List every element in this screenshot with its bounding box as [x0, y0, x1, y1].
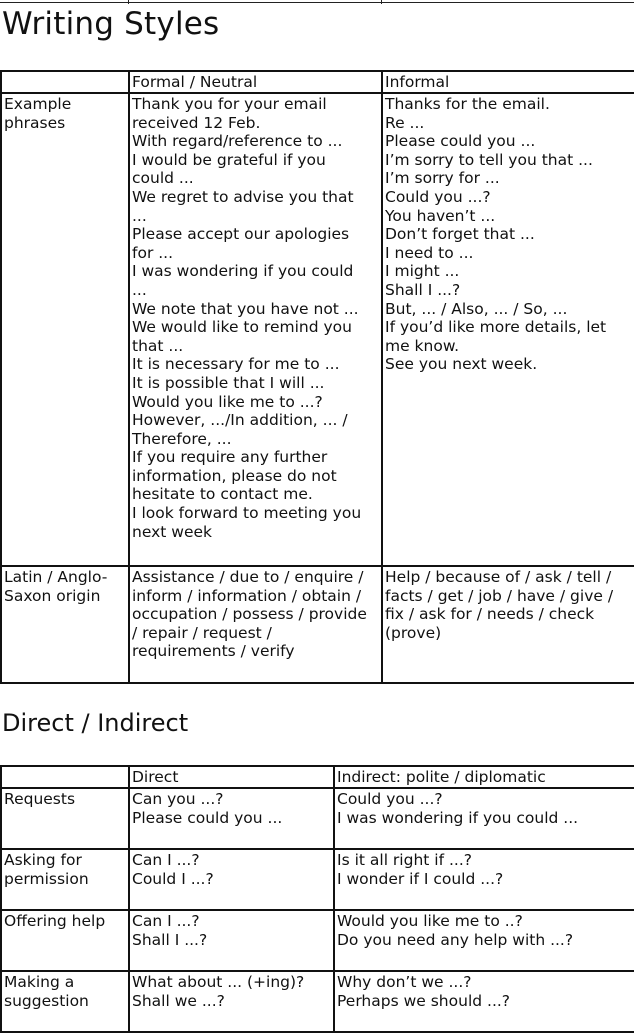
cell-text-line: requirements / verify [132, 642, 295, 661]
cell-text-line: However, .../In addition, ... / [132, 411, 348, 430]
cell-text-line: Please could you ... [132, 808, 283, 827]
direct-indirect-table [0, 765, 634, 1033]
cell-text-line: next week [132, 522, 212, 541]
cell-text-line: hesitate to contact me. [132, 485, 313, 504]
cell-text-line: that ... [132, 336, 184, 355]
table-header-row [1, 71, 634, 93]
table-row [1, 910, 634, 971]
cell-text-line: We would like to remind you [132, 318, 352, 337]
cell-text-line: facts / get / job / have / give / [385, 586, 614, 605]
cell-text-line: Would you like me to ...? [132, 392, 323, 411]
cell-text-line: Can I ...? [132, 851, 200, 869]
cell-text-line: Could you ...? [385, 187, 491, 206]
cell-text-line: me know. [385, 336, 460, 355]
writing-styles-table [0, 70, 634, 684]
cell-text-line: Don’t forget that ... [385, 225, 535, 244]
cell-text-line: Can you ...? [132, 790, 224, 808]
cell-text-line: Shall I ...? [132, 930, 208, 949]
cell-text-line: If you require any further [132, 448, 328, 467]
header-cell-indirect: Indirect: polite / diplomatic [334, 766, 634, 788]
indirect-cell [334, 849, 634, 910]
cell-text-line: I was wondering if you could [132, 262, 354, 281]
cell-text-line: Could you ...? [337, 790, 443, 808]
informal-cell [382, 566, 634, 683]
row-label-cell [1, 788, 129, 849]
cell-text-line: We note that you have not ... [132, 299, 359, 318]
cell-text-line: suggestion [4, 991, 89, 1010]
cell-text-line: Is it all right if ...? [337, 851, 472, 869]
table-row [1, 566, 634, 683]
indirect-cell [334, 788, 634, 849]
header-cell-formal: Formal / Neutral [129, 71, 382, 93]
cell-text-line: Shall we ...? [132, 991, 225, 1010]
cell-text-line: ... [132, 280, 147, 299]
cell-text-line: Please accept our apologies [132, 225, 350, 244]
row-label-cell [1, 971, 129, 1032]
header-cell-empty [1, 71, 129, 93]
table-row [1, 788, 634, 849]
cell-text-line: I’m sorry to tell you that ... [385, 150, 593, 169]
cell-text-line: (prove) [385, 623, 442, 642]
cell-text-line: / repair / request / [132, 623, 272, 642]
section-title: Direct / Indirect [2, 709, 189, 737]
cell-text-line: inform / information / obtain / [132, 586, 362, 605]
page-title: Writing Styles [2, 6, 220, 42]
cell-text-line: I’m sorry for ... [385, 169, 500, 188]
cell-text-line: What about ... (+ing)? [132, 973, 305, 991]
direct-cell [129, 788, 334, 849]
cell-text-line: Re ... [385, 113, 425, 132]
table-row [1, 93, 634, 566]
cell-text-line: Offering help [4, 912, 106, 930]
cell-text-line: Shall I ...? [385, 280, 461, 299]
cell-text-line: We regret to advise you that [132, 187, 354, 206]
cell-text-line: With regard/reference to ... [132, 132, 343, 151]
row-label-cell [1, 849, 129, 910]
cell-text-line: ... [132, 206, 147, 225]
cell-text-line: Asking for [4, 851, 82, 869]
header-cell-informal: Informal [382, 71, 634, 93]
cell-text-line: Example [4, 95, 72, 113]
cell-text-line: for ... [132, 243, 174, 262]
cell-text-line: Please could you ... [385, 132, 536, 151]
cell-text-line: phrases [4, 113, 66, 132]
header-cell-empty [1, 766, 129, 788]
formal-cell [129, 566, 382, 683]
cell-text-line: Can I ...? [132, 912, 200, 930]
cell-text-line: Thank you for your email [132, 95, 327, 113]
cell-text-line: I look forward to meeting you [132, 504, 362, 523]
cell-text-line: I need to ... [385, 243, 474, 262]
header-cell-direct: Direct [129, 766, 334, 788]
cell-text-line: I would be grateful if you [132, 150, 326, 169]
cell-text-line: But, ... / Also, ... / So, ... [385, 299, 568, 318]
cell-text-line: See you next week. [385, 355, 538, 374]
indirect-cell [334, 910, 634, 971]
cell-text-line: Perhaps we should ...? [337, 991, 511, 1010]
cell-text-line: Making a [4, 973, 75, 991]
cell-text-line: Saxon origin [4, 586, 101, 605]
cell-text-line: I wonder if I could ...? [337, 869, 504, 888]
cell-text-line: Assistance / due to / enquire / [132, 568, 364, 586]
cell-text-line: Latin / Anglo- [4, 568, 108, 586]
table-row [1, 971, 634, 1032]
cell-text-line: Could I ...? [132, 869, 214, 888]
cell-text-line: I might ... [385, 262, 460, 281]
cell-text-line: Requests [4, 790, 76, 808]
formal-cell [129, 93, 382, 566]
table-row [1, 849, 634, 910]
cell-text-line: Help / because of / ask / tell / [385, 568, 612, 586]
cell-text-line: Thanks for the email. [385, 95, 550, 113]
row-label-cell [1, 566, 129, 683]
direct-cell [129, 910, 334, 971]
cell-text-line: Why don’t we ...? [337, 973, 472, 991]
cell-text-line: could ... [132, 169, 194, 188]
cell-text-line: Do you need any help with ...? [337, 930, 574, 949]
informal-cell [382, 93, 634, 566]
cell-text-line: You haven’t ... [385, 206, 496, 225]
row-label-cell [1, 910, 129, 971]
indirect-cell [334, 971, 634, 1032]
direct-cell [129, 849, 334, 910]
cell-text-line: received 12 Feb. [132, 113, 261, 132]
table-header-row [1, 766, 634, 788]
top-border-line [0, 2, 634, 3]
cell-text-line: information, please do not [132, 466, 337, 485]
cell-text-line: Would you like me to ..? [337, 912, 523, 930]
cell-text-line: permission [4, 869, 89, 888]
cell-text-line: Therefore, ... [132, 429, 232, 448]
cell-text-line: fix / ask for / needs / check [385, 605, 595, 624]
cell-text-line: It is possible that I will ... [132, 373, 325, 392]
cell-text-line: It is necessary for me to ... [132, 355, 340, 374]
cell-text-line: If you’d like more details, let [385, 318, 607, 337]
row-label-cell [1, 93, 129, 566]
direct-cell [129, 971, 334, 1032]
cell-text-line: occupation / possess / provide [132, 605, 367, 624]
cell-text-line: I was wondering if you could ... [337, 808, 579, 827]
